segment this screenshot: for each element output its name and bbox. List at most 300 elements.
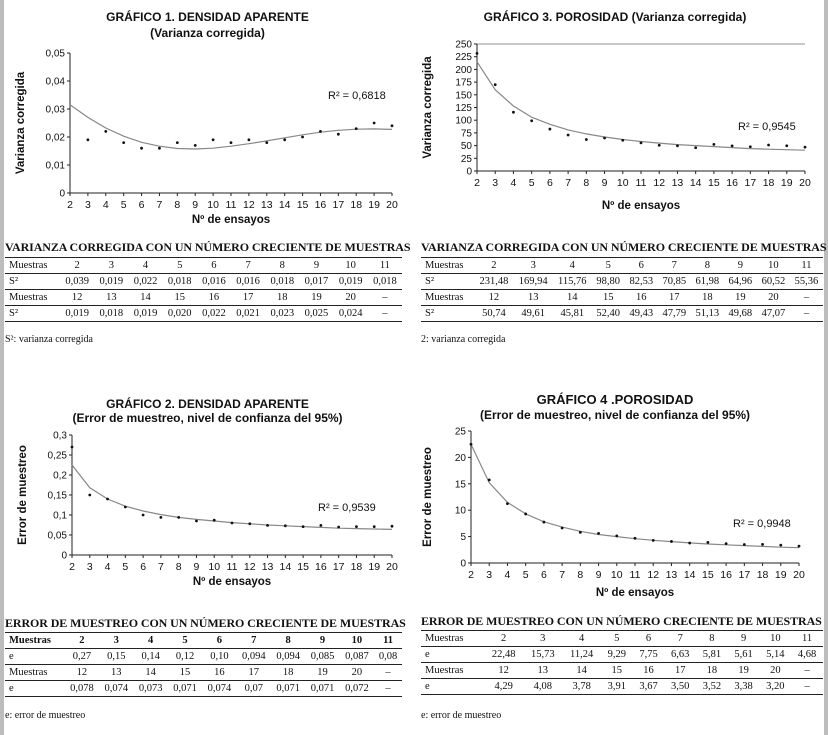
y-tick-label: 0,15 xyxy=(47,490,67,502)
data-point xyxy=(140,147,143,150)
y-tick-label: 125 xyxy=(455,103,472,114)
data-point xyxy=(779,544,782,547)
table-cell: 9 xyxy=(724,258,757,274)
table-cell: 14 xyxy=(145,667,156,678)
x-tick-label: 17 xyxy=(332,199,345,211)
x-tick-label: 11 xyxy=(629,569,641,581)
table-cell: 4 xyxy=(133,633,167,649)
data-point xyxy=(524,513,527,516)
chart-panel-g4 xyxy=(415,393,815,603)
data-table-t3 xyxy=(421,257,823,322)
table-cell: 3,67 xyxy=(633,679,665,695)
table-cell: 7 xyxy=(231,258,265,274)
table-cell: 6,63 xyxy=(664,647,696,663)
data-point xyxy=(506,502,509,505)
data-point xyxy=(159,516,162,519)
table-cell: 4 xyxy=(562,631,601,647)
x-tick-label: 14 xyxy=(683,569,696,581)
table-cell: 6 xyxy=(633,631,665,647)
table-cell: 2 xyxy=(484,631,523,647)
chart-g1 xyxy=(10,43,405,233)
table-cell: – xyxy=(804,665,810,676)
x-tick-label: 8 xyxy=(577,569,584,581)
table-cell: 82,53 xyxy=(625,274,658,290)
y-tick-label: 175 xyxy=(455,77,472,89)
table-cell: 9 xyxy=(305,633,339,649)
table-cell: 49,43 xyxy=(625,306,658,322)
table-cell: 14 xyxy=(576,665,587,676)
x-tick-label: 5 xyxy=(120,199,127,211)
table-cell: 2 xyxy=(60,258,94,274)
chart-g3 xyxy=(415,26,815,236)
table-row xyxy=(421,663,823,679)
table-cell: 3,52 xyxy=(696,679,728,695)
table-cell: 3 xyxy=(99,633,133,649)
y-tick-label: 150 xyxy=(455,90,472,102)
table-cell: 12 xyxy=(76,667,88,678)
table-cell: 15 xyxy=(602,292,614,303)
data-point xyxy=(248,522,251,525)
trend-line xyxy=(72,465,392,529)
x-tick-label: 3 xyxy=(86,561,93,573)
table-cell: 11 xyxy=(374,633,402,649)
x-tick-label: 19 xyxy=(368,199,380,211)
x-tick-label: 4 xyxy=(104,561,111,573)
table-cell: 10 xyxy=(334,258,368,274)
x-axis-label: Nº de ensayos xyxy=(595,587,675,599)
data-point xyxy=(804,146,807,149)
x-tick-label: 19 xyxy=(774,569,787,581)
row-header-cell: Muestras xyxy=(425,292,464,303)
table-cell: 7,75 xyxy=(633,647,665,663)
y-tick-label: 50 xyxy=(460,141,472,153)
data-point xyxy=(355,525,358,528)
table-row xyxy=(421,274,823,290)
x-tick-label: 2 xyxy=(468,569,474,581)
y-tick-label: 100 xyxy=(455,115,472,127)
row-header-cell: Muestras xyxy=(425,665,464,676)
table-cell: – xyxy=(803,292,810,303)
table-cell: 8 xyxy=(271,633,305,649)
table-cell: 61,98 xyxy=(691,274,724,290)
data-point xyxy=(373,525,376,528)
table-cell: 0,072 xyxy=(340,681,374,697)
table-cell: 19 xyxy=(738,665,749,676)
table-cell: 4 xyxy=(128,258,162,274)
chart-subtitle: (Varianza corregida) xyxy=(150,26,265,40)
y-tick-label: 0,3 xyxy=(53,430,67,442)
table-cell: 17 xyxy=(242,292,254,303)
data-point xyxy=(725,542,728,545)
x-tick-label: 18 xyxy=(756,569,769,581)
x-tick-label: 2 xyxy=(474,177,480,189)
table-cell: 17 xyxy=(669,292,680,303)
data-point xyxy=(319,130,322,133)
y-axis-label: Error de muestreo xyxy=(422,447,434,547)
x-tick-label: 5 xyxy=(122,561,129,573)
data-point xyxy=(71,446,74,449)
x-tick-label: 13 xyxy=(671,177,684,189)
table-cell: 5 xyxy=(168,633,202,649)
x-tick-label: 7 xyxy=(559,569,566,581)
table-cell: 0,016 xyxy=(197,274,231,290)
x-tick-label: 15 xyxy=(297,561,309,573)
data-point xyxy=(88,494,91,497)
table-cell: 0,071 xyxy=(168,681,202,697)
table-cell: 10 xyxy=(759,631,791,647)
x-tick-label: 13 xyxy=(665,569,678,581)
table-row xyxy=(5,306,402,322)
y-tick-label: 15 xyxy=(454,479,466,491)
table-cell: 12 xyxy=(71,292,83,303)
table-cell: 0,023 xyxy=(265,306,299,322)
chart-g2 xyxy=(10,423,405,593)
table-cell: 18 xyxy=(702,292,713,303)
table-cell: 5 xyxy=(163,258,197,274)
table-row xyxy=(421,679,823,695)
data-point xyxy=(319,524,322,527)
y-axis-label: Varianza corregida xyxy=(422,56,434,159)
x-axis-label: Nº de ensayos xyxy=(191,214,271,226)
row-header-cell: S² xyxy=(5,274,60,290)
table-cell: 0,087 xyxy=(340,649,374,665)
table-cell: 11 xyxy=(368,258,402,274)
x-tick-label: 11 xyxy=(635,177,647,189)
data-point xyxy=(142,514,145,517)
table-cell: 15 xyxy=(174,292,185,303)
data-point xyxy=(302,525,305,528)
r-squared-label: R² = 0,9948 xyxy=(733,518,791,530)
data-point xyxy=(561,527,564,530)
table-cell: 9,29 xyxy=(601,647,633,663)
data-point xyxy=(743,543,746,546)
data-point xyxy=(470,443,473,446)
table-cell: 2 xyxy=(474,258,513,274)
table-cell: 5,14 xyxy=(759,647,791,663)
chart-panel-g1 xyxy=(10,8,405,233)
table-cell: 0,074 xyxy=(202,681,236,697)
chart-panel-g2 xyxy=(10,395,405,595)
data-point xyxy=(266,524,269,527)
data-point xyxy=(391,124,394,127)
row-header-cell: Muestras xyxy=(421,631,484,647)
table-cell: 8 xyxy=(265,258,299,274)
table-cell: 19 xyxy=(317,667,328,678)
table-cell: – xyxy=(368,306,402,322)
y-tick-label: 0,02 xyxy=(45,132,65,144)
y-tick-label: 0,01 xyxy=(45,160,65,172)
page-edge-shadow-right xyxy=(824,0,828,735)
x-tick-label: 9 xyxy=(193,561,200,573)
table-cell: 0,071 xyxy=(271,681,305,697)
table-cell: 0,085 xyxy=(305,649,339,665)
row-header-cell: S² xyxy=(421,274,474,290)
table-cell: 0,019 xyxy=(128,306,162,322)
table-cell: 5,61 xyxy=(728,647,760,663)
data-point xyxy=(231,522,234,525)
x-tick-label: 18 xyxy=(350,561,363,573)
table-cell: 10 xyxy=(757,258,790,274)
table-row xyxy=(421,258,823,274)
x-tick-label: 4 xyxy=(510,177,517,189)
x-tick-label: 3 xyxy=(492,177,499,189)
table-cell: 0,074 xyxy=(99,681,133,697)
table-cell: 5,81 xyxy=(696,647,728,663)
trend-line xyxy=(471,444,799,548)
y-tick-label: 200 xyxy=(455,64,472,76)
table-cell: 20 xyxy=(351,667,363,678)
x-tick-label: 20 xyxy=(799,177,811,189)
row-header-cell: Muestras xyxy=(9,292,48,303)
table-title: VARIANZA CORREGIDA CON UN NÚMERO CRECIENTE DE MUESTRAS xyxy=(421,240,827,254)
chart-subtitle: (Error de muestreo, nivel de confianza del 95%) xyxy=(72,411,343,425)
table-cell: 0,15 xyxy=(99,649,133,665)
table-cell: 19 xyxy=(735,292,746,303)
x-tick-label: 13 xyxy=(261,561,274,573)
row-header-cell: Muestras xyxy=(5,258,60,274)
table-row xyxy=(5,290,402,306)
chart-subtitle: (Error de muestreo, nivel de confianza del 95%) xyxy=(479,408,751,422)
x-tick-label: 20 xyxy=(386,561,398,573)
data-point xyxy=(283,138,286,141)
table-cell: 0,12 xyxy=(168,649,202,665)
table-cell: 7 xyxy=(664,631,696,647)
data-point xyxy=(212,138,215,141)
table-cell: 19 xyxy=(311,292,322,303)
data-point xyxy=(106,498,109,501)
table-cell: 12 xyxy=(498,665,509,676)
row-header-cell: Muestras xyxy=(5,633,65,649)
table-row xyxy=(5,681,402,697)
x-tick-label: 11 xyxy=(226,561,238,573)
table-cell: 0,073 xyxy=(133,681,167,697)
table-cell: 14 xyxy=(140,292,151,303)
table-cell: 3,78 xyxy=(562,679,601,695)
data-point xyxy=(213,519,216,522)
table-cell: 13 xyxy=(537,665,549,676)
table-cell: – xyxy=(385,667,391,678)
table-cell: 16 xyxy=(636,292,647,303)
data-point xyxy=(230,141,233,144)
data-point xyxy=(603,137,606,140)
x-tick-label: 10 xyxy=(208,561,221,573)
table-cell: 0,019 xyxy=(94,274,128,290)
row-header-cell: e xyxy=(421,679,484,695)
chart-title: GRÁFICO 2. DENSIDAD APARENTE xyxy=(106,397,309,411)
table-row xyxy=(5,274,402,290)
data-point xyxy=(706,541,709,544)
x-tick-label: 3 xyxy=(84,199,91,211)
x-tick-label: 19 xyxy=(368,561,381,573)
data-point xyxy=(785,144,788,147)
x-tick-label: 12 xyxy=(243,199,255,211)
x-tick-label: 8 xyxy=(175,561,182,573)
data-point xyxy=(530,119,533,122)
x-tick-label: 18 xyxy=(350,199,363,211)
table-row xyxy=(5,258,402,274)
x-tick-label: 6 xyxy=(540,569,547,581)
table-cell: 3,20 xyxy=(759,679,791,695)
table-row xyxy=(421,631,823,647)
table-cell: 115,76 xyxy=(553,274,592,290)
table-cell: 3 xyxy=(94,258,128,274)
row-header-cell: e xyxy=(5,681,65,697)
table-cell: 20 xyxy=(768,292,779,303)
x-tick-label: 9 xyxy=(601,177,608,189)
data-point xyxy=(337,526,340,529)
table-cell: 3,38 xyxy=(728,679,760,695)
data-point xyxy=(176,141,179,144)
table-note: e: error de muestreo xyxy=(421,710,502,721)
table-cell: 20 xyxy=(770,665,781,676)
table-cell: 0,27 xyxy=(65,649,99,665)
table-cell: 0,018 xyxy=(163,274,197,290)
table-row xyxy=(5,649,402,665)
x-tick-label: 6 xyxy=(138,199,145,211)
x-tick-label: 17 xyxy=(738,569,751,581)
table-cell: 14 xyxy=(567,292,578,303)
page-edge-shadow xyxy=(0,0,4,735)
table-cell: 17 xyxy=(674,665,686,676)
data-point xyxy=(597,532,600,535)
table-cell: 0,019 xyxy=(334,274,368,290)
table-cell: 3,91 xyxy=(601,679,633,695)
y-tick-label: 0,05 xyxy=(45,48,65,60)
table-title: VARIANZA CORREGIDA CON UN NÚMERO CRECIENTE DE MUESTRAS xyxy=(5,240,411,254)
table-cell: 64,96 xyxy=(724,274,757,290)
data-point xyxy=(761,543,764,546)
table-cell: 0,10 xyxy=(202,649,236,665)
x-tick-label: 8 xyxy=(583,177,590,189)
x-tick-label: 10 xyxy=(207,199,219,211)
table-cell: 15,73 xyxy=(523,647,562,663)
table-note: 2: varianza corregida xyxy=(421,334,506,345)
table-cell: 98,80 xyxy=(592,274,625,290)
data-point xyxy=(391,525,394,528)
table-cell: 6 xyxy=(202,633,236,649)
table-cell: 0,039 xyxy=(60,274,94,290)
data-point xyxy=(488,479,491,482)
table-cell: 55,36 xyxy=(790,274,823,290)
table-cell: 0,021 xyxy=(231,306,265,322)
table-cell: 0,024 xyxy=(334,306,368,322)
table-cell: 169,94 xyxy=(514,274,553,290)
table-cell: 18 xyxy=(706,665,718,676)
r-squared-label: R² = 0,9545 xyxy=(738,121,796,133)
data-point xyxy=(579,531,582,534)
x-tick-label: 3 xyxy=(486,569,493,581)
data-point xyxy=(694,146,697,149)
data-point xyxy=(621,139,624,142)
x-tick-label: 9 xyxy=(595,569,602,581)
table-cell: 47,07 xyxy=(757,306,790,322)
x-tick-label: 5 xyxy=(522,569,529,581)
x-tick-label: 17 xyxy=(332,561,345,573)
table-cell: 4,08 xyxy=(523,679,562,695)
chart-title: GRÁFICO 4 .POROSIDAD xyxy=(536,392,694,407)
x-tick-label: 14 xyxy=(279,561,292,573)
table-cell: 4 xyxy=(553,258,592,274)
chart-title: GRÁFICO 1. DENSIDAD APARENTE xyxy=(106,10,309,24)
x-tick-label: 6 xyxy=(140,561,147,573)
table-cell: 11 xyxy=(791,631,823,647)
data-point xyxy=(284,524,287,527)
table-cell: 0,094 xyxy=(237,649,271,665)
data-point xyxy=(301,136,304,139)
trend-line xyxy=(477,62,805,150)
table-cell: – xyxy=(374,681,402,697)
table-cell: 12 xyxy=(488,292,500,303)
table-cell: 0,08 xyxy=(374,649,402,665)
table-cell: 4,29 xyxy=(484,679,523,695)
table-cell: 3 xyxy=(523,631,562,647)
table-cell: 13 xyxy=(527,292,539,303)
x-tick-label: 11 xyxy=(225,199,237,211)
table-cell: 6 xyxy=(625,258,658,274)
y-axis-label: Error de muestreo xyxy=(17,445,29,545)
x-tick-label: 4 xyxy=(102,199,109,211)
table-cell: 0,078 xyxy=(65,681,99,697)
x-tick-label: 10 xyxy=(610,569,623,581)
data-point xyxy=(798,545,801,548)
table-cell: 7 xyxy=(237,633,271,649)
data-table-t4 xyxy=(421,630,823,695)
data-point xyxy=(567,134,570,137)
row-header-cell: e xyxy=(5,649,65,665)
x-tick-label: 15 xyxy=(702,569,714,581)
table-row xyxy=(421,290,823,306)
x-tick-label: 2 xyxy=(69,561,75,573)
data-point xyxy=(194,144,197,147)
y-tick-label: 75 xyxy=(460,128,472,140)
y-tick-label: 25 xyxy=(454,426,466,438)
x-tick-label: 13 xyxy=(260,199,273,211)
y-tick-label: 0 xyxy=(460,558,466,570)
y-tick-label: 5 xyxy=(460,532,466,544)
y-tick-label: 250 xyxy=(455,39,472,51)
table-cell: 13 xyxy=(106,292,117,303)
y-tick-label: 25 xyxy=(460,153,472,165)
table-cell: – xyxy=(790,306,823,322)
x-tick-label: 7 xyxy=(157,561,164,573)
table-cell: 0,022 xyxy=(128,274,162,290)
table-cell: 17 xyxy=(248,667,260,678)
data-point xyxy=(337,133,340,136)
x-tick-label: 10 xyxy=(616,177,629,189)
table-cell: 0,018 xyxy=(265,274,299,290)
table-cell: 52,40 xyxy=(592,306,625,322)
x-tick-label: 12 xyxy=(653,177,666,189)
data-point xyxy=(104,130,107,133)
x-tick-label: 15 xyxy=(708,177,720,189)
table-cell: 0,019 xyxy=(60,306,94,322)
table-cell: 3 xyxy=(514,258,553,274)
x-tick-label: 8 xyxy=(174,199,181,211)
table-cell: 51,13 xyxy=(691,306,724,322)
table-cell: 0,016 xyxy=(231,274,265,290)
data-point xyxy=(548,128,551,131)
table-cell: 49,68 xyxy=(724,306,757,322)
x-tick-label: 18 xyxy=(762,177,775,189)
x-tick-label: 20 xyxy=(793,569,805,581)
table-cell: 10 xyxy=(340,633,374,649)
table-cell: 5 xyxy=(592,258,625,274)
r-squared-label: R² = 0,6818 xyxy=(328,90,386,102)
table-cell: 0,094 xyxy=(271,649,305,665)
table-cell: 49,61 xyxy=(514,306,553,322)
table-cell: 16 xyxy=(214,667,225,678)
table-cell: 2 xyxy=(65,633,99,649)
